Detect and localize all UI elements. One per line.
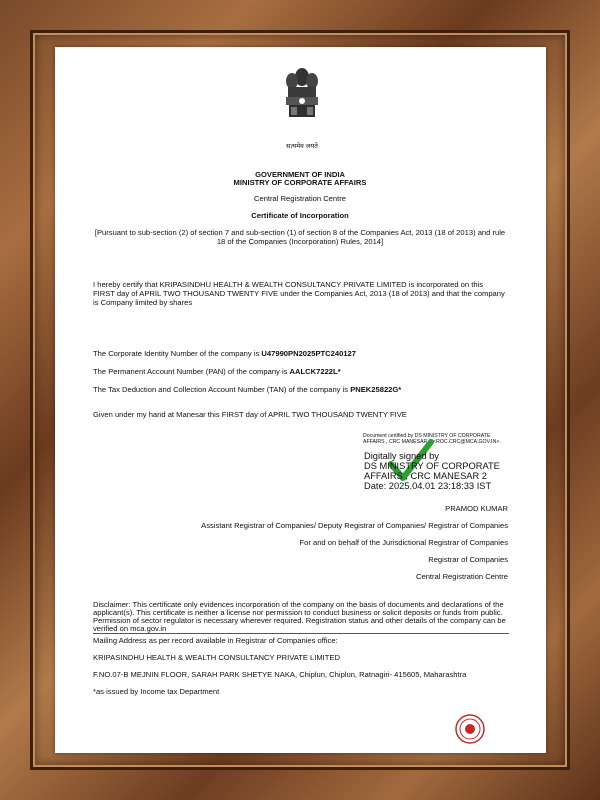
registrar-designation: Assistant Registrar of Companies/ Deputy Registrar of Companies/ Registrar of Companies	[201, 521, 508, 530]
pan-value: AALCK7222L*	[289, 367, 341, 376]
certify-line-2: FIRST day of APRIL TWO THOUSAND TWENTY FIVE under the Companies Act, 2013 (18 of 2013) and that the company	[93, 289, 505, 298]
certified-by-line-1: Document certified by DS MINISTRY OF CORPORATE	[363, 433, 491, 439]
digital-sign-line-1: Digitally signed by	[364, 451, 439, 461]
certify-line-3: is Company limited by shares	[93, 298, 193, 307]
tan-line	[93, 385, 523, 394]
disclaimer-line-2: applicant(s). This certificate is neither a license nor permission to conduct business or solicit deposits or funds from public.	[93, 608, 503, 617]
emblem-motto: सत्यमेव जयते	[286, 143, 318, 150]
cin-label: The Corporate Identity Number of the company is	[93, 349, 262, 358]
disclaimer-line-4: verified on mca.gov.in	[93, 624, 167, 633]
government-heading: GOVERNMENT OF INDIA	[255, 170, 345, 179]
pan-label: The Permanent Account Number (PAN) of the company is	[93, 367, 290, 376]
on-behalf-line: For and on behalf of the Jurisdictional Registrar of Companies	[299, 538, 508, 547]
company-name: KRIPASINDHU HEALTH & WEALTH CONSULTANCY PRIVATE LIMITED	[93, 653, 340, 662]
mailing-address-label: Mailing Address as per record available in Registrar of Companies office:	[93, 636, 338, 645]
pan-line	[93, 367, 523, 376]
registration-centre-label: Central Registration Centre	[253, 194, 346, 203]
central-registration-centre: Central Registration Centre	[415, 572, 508, 581]
disclaimer-line-1: Disclaimer: This certificate only evidences incorporation of the company on the basis of documents and declarations of the	[93, 600, 504, 609]
pursuant-line-1: [Pursuant to sub-section (2) of section 7 and sub-section (1) of section 8 of the Companies Act, 2013 (18 of 2013) and rule	[94, 228, 506, 237]
registrar-name: PRAMOD KUMAR	[445, 504, 508, 513]
certified-by-line-2: AFFAIRS , CRC MANESAR 2 <ROC.CRC@MCA.GOV.IN>.	[363, 439, 501, 445]
tan-value: PNEK25822G*	[350, 385, 402, 394]
official-seal-icon	[455, 714, 485, 744]
ministry-heading: MINISTRY OF CORPORATE AFFAIRS	[233, 178, 367, 187]
disclaimer-line-3: Permission of sector regulator is necessary wherever required. Registration status and other details of the company can be	[93, 616, 506, 625]
certificate-title: Certificate of Incorporation	[251, 211, 349, 220]
tan-label: The Tax Deduction and Collection Account Number (TAN) of the company is	[93, 385, 351, 394]
income-tax-note: *as issued by Income tax Department	[93, 687, 220, 696]
cin-value: U47990PN2025PTC240127	[261, 349, 356, 358]
given-under-line: Given under my hand at Manesar this FIRST day of APRIL TWO THOUSAND TWENTY FIVE	[93, 410, 407, 419]
certificate-paper	[55, 47, 546, 753]
digital-sign-line-3: AFFAIRS , CRC MANESAR 2	[364, 471, 487, 481]
digital-sign-line-2: DS MINISTRY OF CORPORATE	[364, 461, 500, 471]
company-address: F.NO.07-B MEJNIN FLOOR, SARAH PARK SHETYE NAKA, Chiplun, Chiplun, Ratnagiri- 415605, Maharashtra	[93, 670, 467, 679]
registrar-of-companies: Registrar of Companies	[428, 555, 508, 564]
certify-line-1: I hereby certify that KRIPASINDHU HEALTH & WEALTH CONSULTANCY PRIVATE LIMITED is incorporated on this	[93, 280, 484, 289]
pursuant-line-2: 18 of the Companies (Incorporation) Rules, 2014]	[216, 237, 384, 246]
digital-sign-date: Date: 2025.04.01 23:18:33 IST	[364, 481, 492, 491]
cin-line	[93, 349, 523, 358]
divider	[93, 633, 509, 634]
national-emblem-icon	[279, 63, 325, 137]
